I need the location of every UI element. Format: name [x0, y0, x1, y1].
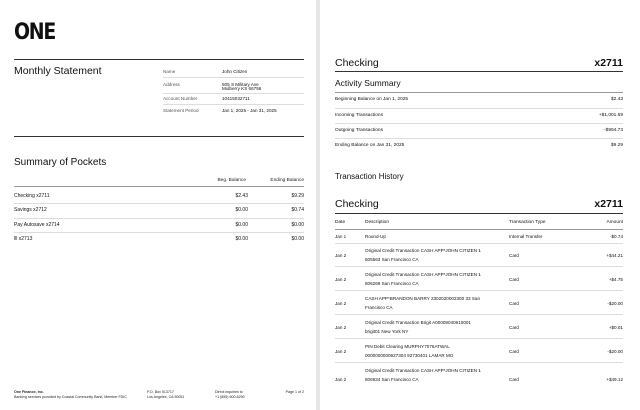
activity-label: Ending Balance on Jan 31, 2025 — [335, 143, 405, 148]
tx-amount: -$0.74 — [609, 234, 623, 239]
pocket-end: $9.29 — [291, 193, 304, 199]
tx-amount: -$20.00 — [607, 301, 623, 306]
divider — [14, 59, 304, 60]
pocket-name: Pay Autosave x2714 — [14, 222, 60, 228]
statement-page-2 — [320, 0, 640, 410]
banking-note: Banking services provided by Coastal Community Bank, Member FDIC — [14, 395, 127, 399]
company-name: One Finance, Inc. — [14, 390, 44, 394]
tx-date: Jan 2 — [335, 377, 347, 382]
col-type: Transaction Type — [509, 220, 546, 225]
tx-type: Card — [509, 253, 519, 258]
tx-description — [365, 366, 515, 384]
info-value: 505 S Military Ave — [222, 82, 259, 87]
divider — [335, 338, 623, 339]
page-title: Monthly Statement — [14, 65, 102, 77]
info-label: Address — [163, 82, 180, 87]
info-value: Mulberry KS 66756 — [222, 86, 262, 91]
activity-value: +$1,001.59 — [598, 113, 623, 118]
tx-desc-line: Original Credit Transaction CASH APP*JOHN CITIZEN 1 — [365, 272, 481, 277]
pocket-beg: $0.00 — [235, 222, 248, 228]
pocket-row — [14, 204, 304, 218]
activity-value: $9.29 — [610, 143, 623, 148]
account-suffix: x2711 — [594, 57, 623, 69]
activity-label: Outgoing Transactions — [335, 128, 383, 133]
pocket-row — [14, 219, 304, 233]
col-date: Date — [335, 220, 346, 225]
tx-type: Card — [509, 325, 519, 330]
tx-description — [365, 294, 515, 312]
pocket-beg: $2.43 — [235, 193, 248, 199]
history-title: Transaction History — [335, 172, 404, 181]
info-value: Jan 1, 2025 - Jan 31, 2025 — [222, 108, 277, 113]
tx-section-heading: Checking — [335, 198, 379, 210]
tx-amount: +$44.21 — [606, 253, 623, 258]
tx-date: Jan 2 — [335, 253, 347, 258]
divider — [163, 77, 304, 78]
tx-type: Card — [509, 377, 519, 382]
inquiries-phone: +1 (855) 600-6290 — [215, 395, 245, 399]
tx-desc-line: Original Credit Transaction CASH APP*JOHN CITIZEN 1 — [365, 248, 481, 253]
tx-date: Jan 2 — [335, 349, 347, 354]
divider — [335, 71, 623, 72]
pocket-row — [14, 233, 304, 247]
tx-desc-line: Round-Up — [365, 234, 386, 239]
pocket-name: Checking x2711 — [14, 193, 50, 199]
tx-desc-line: Original Credit Transaction Brigit A00009040610001 — [365, 320, 471, 325]
tx-section-suffix: x2711 — [594, 198, 623, 210]
divider — [14, 186, 304, 187]
statement-page-1 — [0, 0, 316, 410]
tx-amount: +$0.01 — [608, 325, 623, 330]
pocket-end: $0.00 — [291, 222, 304, 228]
info-value: John Citizen — [222, 69, 248, 74]
tx-description — [365, 318, 515, 336]
info-value: 10415032711 — [222, 96, 250, 101]
tx-description — [365, 232, 515, 241]
tx-description — [365, 270, 515, 288]
activity-row — [335, 139, 623, 154]
col-beg-balance: Beg. Balance — [217, 178, 246, 183]
divider — [14, 136, 304, 137]
tx-desc-line: 0000000000927304 92730401 LAMAR MO — [365, 353, 454, 358]
info-label: Name — [163, 69, 176, 74]
info-label: Statement Period — [163, 108, 199, 113]
pocket-end: $0.00 — [291, 236, 304, 242]
tx-type: Card — [509, 301, 519, 306]
activity-value: -$994.73 — [604, 128, 623, 133]
tx-desc-line: 605563 San Francisco CA — [365, 257, 419, 262]
divider — [163, 93, 304, 94]
activity-label: Beginning Balance on Jan 1, 2025 — [335, 97, 409, 102]
tx-desc-line: 806269 San Francisco CA — [365, 281, 419, 286]
divider — [335, 229, 623, 230]
footer-inquiries — [215, 390, 245, 400]
tx-desc-line: 806934 San Francisco CA — [365, 377, 419, 382]
po-city: Los Angeles, CA 90051 — [147, 395, 185, 399]
tx-amount: +$4.75 — [608, 277, 623, 282]
tx-type: Card — [509, 277, 519, 282]
pocket-beg: $0.00 — [235, 236, 248, 242]
tx-date: Jan 1 — [335, 234, 347, 239]
pocket-name: lll x2713 — [14, 236, 33, 242]
col-description: Description — [365, 220, 389, 225]
activity-row — [335, 93, 623, 108]
tx-desc-line: PIN Debit Clearing MURPHY7076ATWAL — [365, 344, 450, 349]
footer-company — [14, 390, 127, 400]
tx-date: Jan 2 — [335, 301, 347, 306]
tx-amount: +$49.12 — [606, 377, 623, 382]
tx-amount: -$20.00 — [607, 349, 623, 354]
activity-title: Activity Summary — [335, 78, 401, 88]
col-amount: Amount — [606, 220, 623, 225]
divider — [335, 314, 623, 315]
divider — [335, 213, 623, 214]
tx-date: Jan 2 — [335, 277, 347, 282]
tx-description — [365, 342, 515, 360]
pocket-row — [14, 190, 304, 204]
po-box: P.O. Box 513717 — [147, 390, 174, 394]
tx-type: Card — [509, 349, 519, 354]
pocket-name: Savings x2712 — [14, 207, 47, 213]
tx-desc-line: brigit01 New York NY — [365, 329, 409, 334]
activity-row — [335, 109, 623, 124]
tx-desc-line: Francisco CA — [365, 305, 393, 310]
pocket-beg: $0.00 — [235, 207, 248, 213]
col-ending-balance: Ending Balance — [270, 178, 304, 183]
footer-address — [147, 390, 184, 400]
tx-desc-line: Original Credit Transaction CASH APP*JOHN CITIZEN 1 — [365, 368, 481, 373]
tx-description — [365, 246, 515, 264]
pockets-title: Summary of Pockets — [14, 157, 107, 168]
tx-desc-line: CASH APP*BRANDON BARRY 2302020002300 33 San — [365, 296, 480, 301]
divider — [335, 362, 623, 363]
divider — [335, 266, 623, 267]
divider — [335, 290, 623, 291]
divider — [163, 104, 304, 105]
inquiries-label: Direct inquiries to — [215, 390, 243, 394]
divider — [335, 243, 623, 244]
info-label: Account Number — [163, 96, 198, 101]
account-heading: Checking — [335, 57, 379, 69]
tx-type: Internal Transfer — [509, 234, 543, 239]
one-logo: ONE — [14, 20, 55, 45]
pocket-end: $0.74 — [291, 207, 304, 213]
activity-label: Incoming Transactions — [335, 113, 383, 118]
activity-value: $2.43 — [610, 97, 623, 102]
page-number: Page 1 of 2 — [285, 390, 304, 394]
tx-date: Jan 2 — [335, 325, 347, 330]
activity-row — [335, 124, 623, 139]
